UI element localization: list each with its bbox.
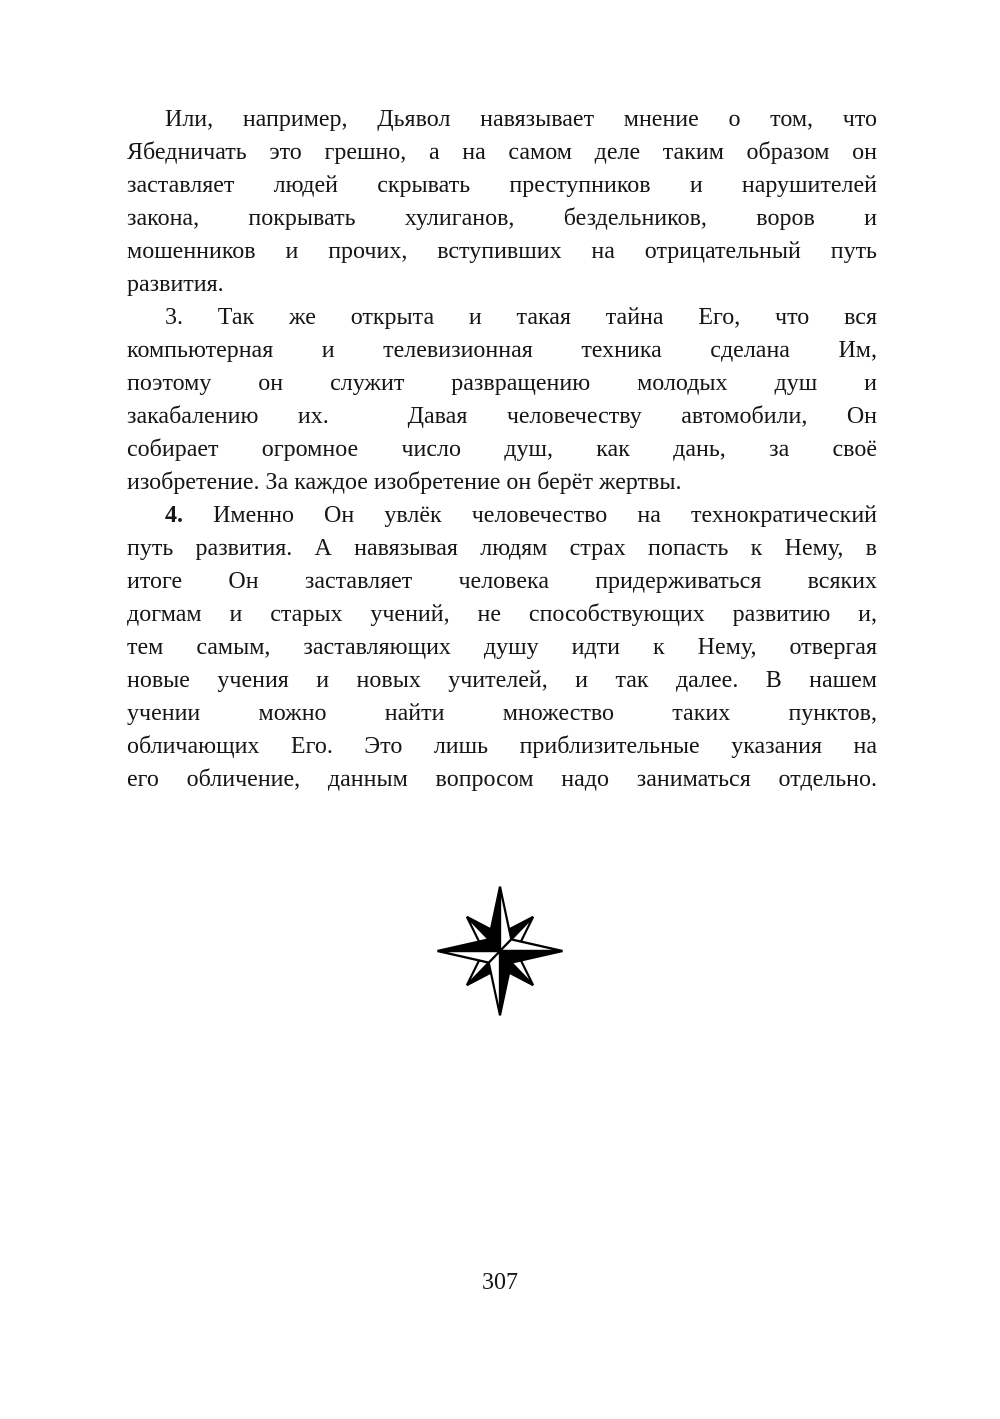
text-line: путь развития. А навязывая людям страх попасть к Нему, в [127,535,877,561]
text-line: компьютерная и телевизионная техника сделана Им, [127,337,877,363]
paragraph-number-bold: 4. [165,502,183,528]
text-line: мошенников и прочих, вступивших на отрицательный путь [127,238,877,264]
paragraph [127,103,877,301]
text-line: собирает огромное число душ, как дань, за своё [127,436,877,462]
paragraph [127,499,877,796]
text-line: обличающих Его. Это лишь приблизительные указания на [127,733,877,759]
text-line: учении можно найти множество таких пунктов, [127,700,877,726]
text-line: изобретение. За каждое изобретение он берёт жертвы. [127,469,682,495]
text-line: заставляет людей скрывать преступников и нарушителей [127,172,877,198]
text-line: закона, покрывать хулиганов, бездельников, воров и [127,205,877,231]
text-line: 4. Именно Он увлёк человечество на технократический [165,502,877,528]
text-line: закабалению их. Давая человечеству автомобили, Он [127,403,877,429]
text-line: Ябедничать это грешно, а на самом деле таким образом он [127,139,877,165]
text-line: поэтому он служит развращению молодых душ и [127,370,877,396]
text-line: догмам и старых учений, не способствующих развитию и, [127,601,877,627]
compass-rose-ornament [0,884,1000,1018]
text-line: Или, например, Дьявол навязывает мнение о том, что [165,106,877,132]
text-block [127,103,877,796]
text-line: новые учения и новых учителей, и так далее. В нашем [127,667,877,693]
compass-rose-icon [435,884,565,1018]
text-line: его обличение, данным вопросом надо заниматься отдельно. [127,766,877,792]
text-line: 3. Так же открыта и такая тайна Его, что вся [165,304,877,330]
page-number: 307 [482,1269,518,1295]
text-line: развития. [127,271,224,297]
text-line: итоге Он заставляет человека придерживаться всяких [127,568,877,594]
paragraph [127,301,877,499]
text-line: тем самым, заставляющих душу идти к Нему, отвергая [127,634,877,660]
